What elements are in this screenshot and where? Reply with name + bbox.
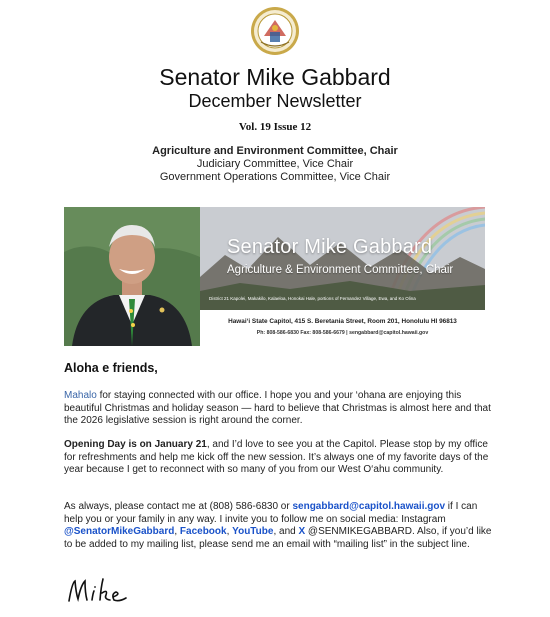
mahalo-word: Mahalo <box>64 390 97 401</box>
banner-committee-role: Agriculture & Environment Committee, Chair <box>227 264 454 276</box>
banner-district: District 21 Kapolei, Makakilo, Kalaeloa, Honokai Hale, portions of Fernandez Village, Ewa, and Ko Olina <box>209 296 416 301</box>
greeting: Aloha e friends, <box>64 361 158 375</box>
banner-address-block <box>200 310 485 346</box>
banner-address: Hawai‘i State Capitol, 415 S. Beretania Street, Room 201, Honolulu HI 96813 <box>228 318 457 325</box>
opening-day-highlight: Opening Day is on January 21 <box>64 439 207 450</box>
paragraph-opening-day <box>64 439 494 477</box>
newsletter-subtitle: December Newsletter <box>188 91 362 111</box>
newsletter-title: Senator Mike Gabbard <box>159 64 391 90</box>
contact-text-3: @SENMIKEGABBARD. Also, if you’d like to be added to my mailing list, please send me an email with “mailing list” in the subject line. <box>64 526 492 550</box>
senator-portrait-photo <box>64 207 200 346</box>
header-banner <box>64 207 485 346</box>
committee-vice-chair-judiciary: Judiciary Committee, Vice Chair <box>196 158 354 170</box>
signature-image <box>66 575 136 607</box>
volume-issue: Vol. 19 Issue 12 <box>238 121 312 133</box>
youtube-link[interactable]: YouTube <box>232 526 274 538</box>
banner-senator-name: Senator Mike Gabbard <box>227 236 433 258</box>
separator-2: , <box>226 526 233 538</box>
banner-contact: Ph: 808-586-6830 Fax: 808-586-6679 | sengabbard@capitol.hawaii.gov <box>256 330 429 336</box>
committee-chair: Agriculture and Environment Committee, Chair <box>152 145 398 157</box>
separator-3: , and <box>273 526 299 538</box>
paragraph-contact <box>64 501 494 551</box>
committee-vice-chair-government: Government Operations Committee, Vice Chair <box>159 171 391 183</box>
state-seal-logo <box>250 6 300 56</box>
paragraph-mahalo-text: for staying connected with our office. I hope you and your ‘ohana are enjoying this beautiful Christmas and holiday season — hard to believe that Christmas is almost here and that the 2026 legislative session is right around the corner. <box>64 390 491 427</box>
committee-list <box>0 145 550 184</box>
email-link[interactable]: sengabbard@capitol.hawaii.gov <box>292 501 446 512</box>
separator-1: , <box>174 526 180 538</box>
x-link[interactable]: X <box>298 526 306 538</box>
facebook-link[interactable]: Facebook <box>179 526 227 538</box>
contact-text-1: As always, please contact me at (808) 586-6830 or <box>64 501 293 512</box>
paragraph-mahalo <box>64 390 494 428</box>
contact-text-2: if I can help you or your family in any way. I invite you to follow me on social media: Instagram <box>64 501 478 525</box>
instagram-link[interactable]: @SenatorMikeGabbard <box>64 526 175 538</box>
paragraph-opening-day-text: , and I’d love to see you at the Capitol. Please stop by my office for refreshments and help me kick off the new session. It’s always one of my favorite days of the year because I get to reconnect with so many of you from our West O‘ahu community. <box>64 439 489 476</box>
